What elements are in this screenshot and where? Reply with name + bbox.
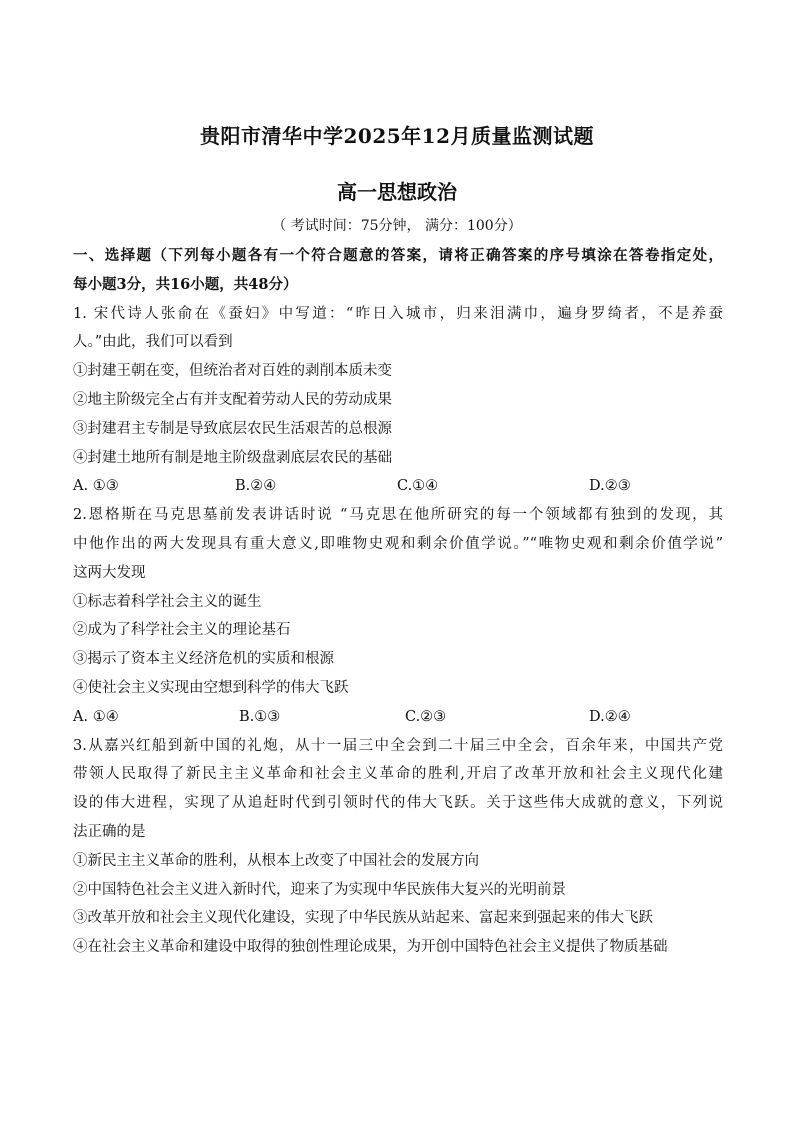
question-stem-line: 这两大发现	[73, 564, 146, 581]
option-d: D.②③	[589, 478, 631, 495]
question-stem-line: 法正确的是	[73, 823, 146, 840]
section-heading-line-1: 一、选择题（下列每小题各有一个符合题意的答案，请将正确答案的序号填涂在答卷指定处，	[73, 247, 723, 264]
question-stem-line: 3.从嘉兴红船到新中国的礼炮，从十一届三中全会到二十届三中全会，百余年来，中国共产党	[73, 737, 723, 754]
question-stem-line: 1. 宋代诗人张俞在《蚕妇》中写道：“昨日入城市，归来泪满巾，遍身罗绮者，不是养蚕	[73, 305, 723, 322]
option-d: D.②④	[589, 708, 631, 725]
statement: ③改革开放和社会主义现代化建设，实现了中华民族从站起来、富起来到强起来的伟大飞跃	[73, 910, 653, 927]
option-c: C.①④	[397, 478, 439, 495]
statement: ②地主阶级完全占有并支配着劳动人民的劳动成果	[73, 391, 392, 408]
statement: ④封建土地所有制是地主阶级盘剥底层农民的基础	[73, 449, 392, 466]
question-stem-line: 中他作出的两大发现具有重大意义,即唯物史观和剩余价值学说。”“唯物史观和剩余价值学说”	[73, 535, 723, 552]
page-title: 贵阳市清华中学2025年12月质量监测试题	[200, 124, 594, 148]
question-stem-line: 设的伟大进程，实现了从追赶时代到引领时代的伟大飞跃。关于这些伟大成就的意义，下列说	[73, 795, 723, 812]
statement: ①封建王朝在变，但统治者对百姓的剥削本质未变	[73, 363, 392, 380]
statement: ②中国特色社会主义进入新时代，迎来了为实现中华民族伟大复兴的光明前景	[73, 881, 566, 898]
statement: ①新民主主义革命的胜利，从根本上改变了中国社会的发展方向	[73, 852, 479, 869]
question-stem-line: 人。”由此，我们可以看到	[73, 334, 233, 351]
statement: ②成为了科学社会主义的理论基石	[73, 622, 291, 639]
option-a: A. ①④	[73, 708, 119, 725]
exam-info: （ 考试时间：75分钟， 满分：100分）	[272, 218, 522, 234]
page-subtitle: 高一思想政治	[337, 180, 457, 204]
option-b: B.②④	[235, 478, 277, 495]
statement: ③封建君主专制是导致底层农民生活艰苦的总根源	[73, 420, 392, 437]
question-2	[73, 501, 723, 731]
option-c: C.②③	[405, 708, 447, 725]
question-1	[73, 300, 723, 502]
answer-options	[73, 472, 723, 501]
option-b: B.①③	[239, 708, 281, 725]
statement: ④使社会主义实现由空想到科学的伟大飞跃	[73, 679, 349, 696]
statement: ④在社会主义革命和建设中取得的独创性理论成果，为开创中国特色社会主义提供了物质基础	[73, 939, 668, 956]
question-stem-line: 2.恩格斯在马克思墓前发表讲话时说 “马克思在他所研究的每一个领域都有独到的发现，其	[73, 507, 723, 524]
section-heading-line-2: 每小题3分，共16小题，共48分）	[73, 275, 298, 293]
statement: ①标志着科学社会主义的诞生	[73, 593, 262, 610]
option-a: A. ①③	[73, 478, 119, 495]
question-stem-line: 带领人民取得了新民主主义革命和社会主义革命的胜利,开启了改革开放和社会主义现代化建	[73, 766, 723, 783]
answer-options	[73, 703, 723, 732]
statement: ③揭示了资本主义经济危机的实质和根源	[73, 651, 334, 668]
question-3	[73, 732, 723, 962]
exam-content	[73, 242, 723, 962]
